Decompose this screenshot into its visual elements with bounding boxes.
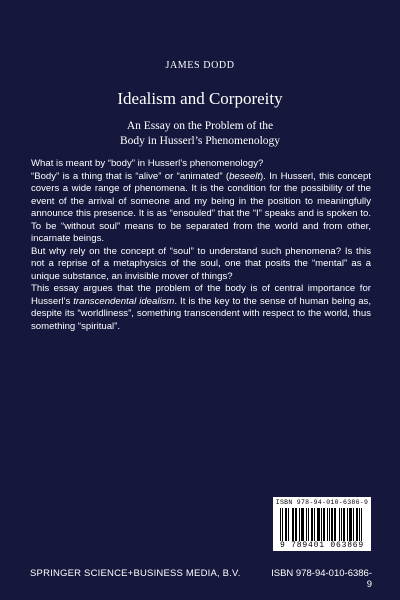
author-name: JAMES DODD xyxy=(165,60,235,71)
blurb-p4-text-a: This essay argues that the problem of the body is of central importance for Husserl’s xyxy=(31,283,371,307)
blurb-paragraph-3: But why rely on the concept of “soul” to understand such phenomena? Is this not a reprise of a metaphysics of the soul, one that posits the “mental” as a unique substance, an invisible mover of things? xyxy=(31,245,371,282)
subtitle-line-2: Body in Husserl’s Phenomenology xyxy=(119,135,281,147)
barcode-bars xyxy=(280,508,364,544)
barcode-isbn-label: ISBN 978-94-010-6386-9 xyxy=(275,499,369,506)
book-subtitle xyxy=(0,119,400,149)
blurb-p2-text-a: “Body” is a thing that is “alive” or “animated” ( xyxy=(31,170,230,182)
isbn-barcode xyxy=(273,497,371,551)
back-cover-blurb xyxy=(31,158,371,333)
blurb-p2-text-b: ). In Husserl, this concept covers a wide range of phenomena. It is the condition for the possibility of the event of the arrival of someone and my being in the position to meaningfully announce this presence. It is as “ensouled” that the “I” speaks and is spoken to. To be “without soul” means to be separated from the world and from other, incarnate beings. xyxy=(31,170,371,244)
blurb-paragraph-1: What is meant by “body” in Husserl’s phenomenology? xyxy=(31,158,264,169)
barcode-digits: 9 789401 063869 xyxy=(273,541,371,550)
blurb-paragraph-2 xyxy=(31,171,371,246)
publisher-name: SPRINGER SCIENCE+BUSINESS MEDIA, B.V. xyxy=(30,568,241,579)
blurb-p4-italic: transcendental idealism xyxy=(73,295,175,307)
blurb-paragraph-4 xyxy=(31,283,371,333)
blurb-p4-text-b: . It is the key to the sense of human being as, despite its “worldliness”, something transcendent with respect to the world, thus something “spiritual”. xyxy=(31,295,371,332)
subtitle-line-1: An Essay on the Problem of the xyxy=(126,120,274,132)
book-title: Idealism and Corporeity xyxy=(117,89,283,108)
isbn-number: ISBN 978-94-010-6386-9 xyxy=(271,568,372,590)
blurb-p2-italic: beseelt xyxy=(229,170,261,182)
